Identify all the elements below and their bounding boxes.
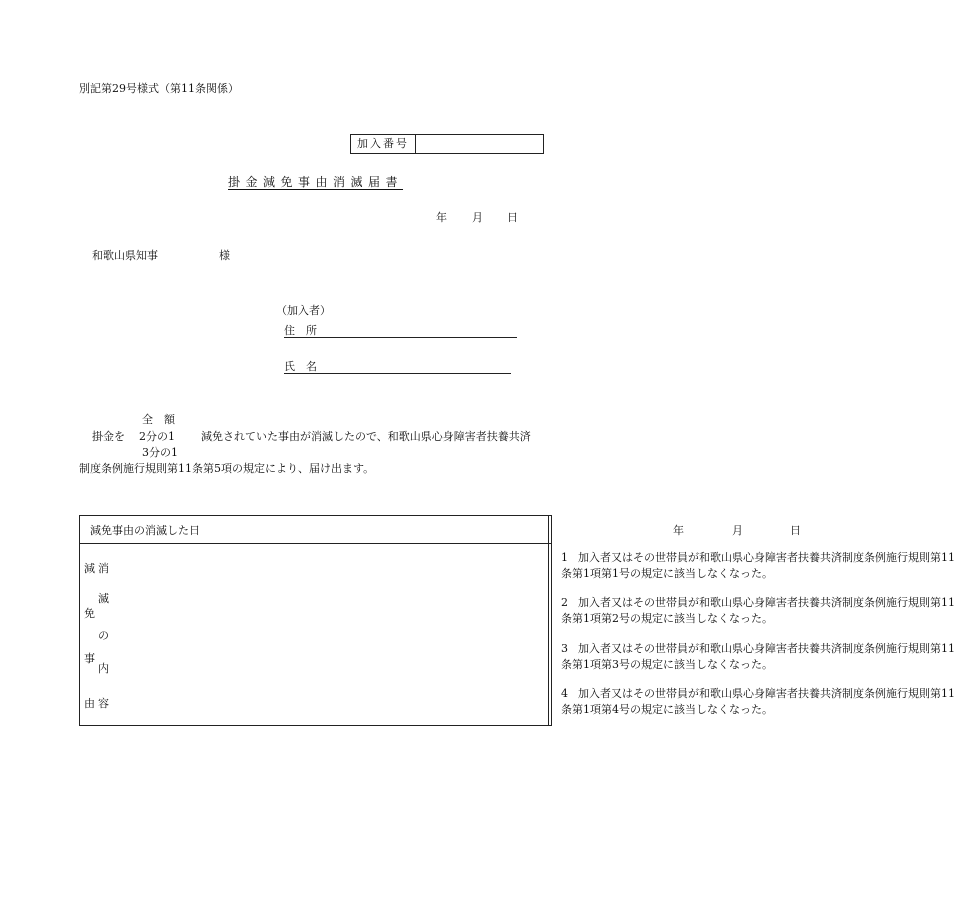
list-item[interactable] (561, 643, 955, 670)
content-side-label (80, 544, 549, 726)
side-char: 内 (98, 662, 109, 675)
cessation-year: 年 (672, 524, 684, 537)
list-item[interactable] (561, 597, 955, 624)
side-char: 減 (84, 562, 95, 575)
item-line2: 条第1項第4号の規定に該当しなくなった。 (560, 703, 773, 716)
list-item[interactable] (561, 552, 955, 579)
name-line[interactable] (284, 373, 511, 374)
document-title: 掛金減免事由消滅届書 (228, 175, 404, 189)
member-number-field[interactable] (416, 135, 543, 153)
item-number: 3 (560, 642, 568, 655)
member-number-label: 加入番号 (351, 135, 416, 153)
side-char: 消 (98, 562, 109, 575)
item-line1: 加入者又はその世帯員が和歌山県心身障害者扶養共済制度条例施行規則第11 (577, 551, 955, 564)
option-half: 2分の1 (139, 430, 175, 443)
cessation-day: 日 (789, 524, 801, 537)
address-line[interactable] (284, 337, 517, 338)
statement-prefix: 掛金を (92, 430, 125, 443)
side-char: 由 (84, 697, 95, 710)
applicant-heading: （加入者） (276, 304, 331, 317)
addressee-honorific: 様 (219, 249, 230, 262)
address-label: 住 所 (284, 324, 317, 337)
cessation-date-field[interactable] (548, 516, 801, 544)
list-item[interactable] (561, 688, 955, 715)
cessation-date-label-text: 減免事由の消滅した日 (90, 523, 200, 537)
statement-line2: 制度条例施行規則第11条第5項の規定により、届け出ます。 (79, 462, 375, 475)
addressee-name: 和歌山県知事 (92, 249, 158, 262)
cessation-date-label (80, 516, 549, 544)
item-number: 4 (560, 687, 568, 700)
option-third: 3分の1 (142, 446, 178, 459)
member-number-box (350, 134, 544, 154)
content-items (548, 544, 955, 726)
item-number: 2 (560, 596, 568, 609)
item-number: 1 (560, 551, 568, 564)
item-line2: 条第1項第2号の規定に該当しなくなった。 (560, 612, 773, 625)
date-day: 日 (507, 211, 518, 224)
cessation-month: 月 (731, 524, 743, 537)
option-full: 全 額 (142, 413, 175, 426)
name-label: 氏 名 (284, 360, 317, 373)
side-char: の (98, 629, 109, 642)
item-line1: 加入者又はその世帯員が和歌山県心身障害者扶養共済制度条例施行規則第11 (577, 642, 955, 655)
statement-line1: 減免されていた事由が消滅したので、和歌山県心身障害者扶養共済 (201, 430, 531, 443)
item-line2: 条第1項第3号の規定に該当しなくなった。 (560, 658, 773, 671)
date-year: 年 (436, 211, 447, 224)
item-line2: 条第1項第1号の規定に該当しなくなった。 (560, 567, 773, 580)
side-char: 容 (98, 697, 109, 710)
item-line1: 加入者又はその世帯員が和歌山県心身障害者扶養共済制度条例施行規則第11 (577, 687, 955, 700)
item-line1: 加入者又はその世帯員が和歌山県心身障害者扶養共済制度条例施行規則第11 (577, 596, 955, 609)
date-month: 月 (472, 211, 483, 224)
form-id: 別記第29号様式（第11条関係） (79, 82, 239, 95)
detail-table (79, 515, 955, 726)
side-char: 滅 (98, 592, 109, 605)
side-char: 事 (84, 652, 95, 665)
side-char: 免 (84, 607, 95, 620)
